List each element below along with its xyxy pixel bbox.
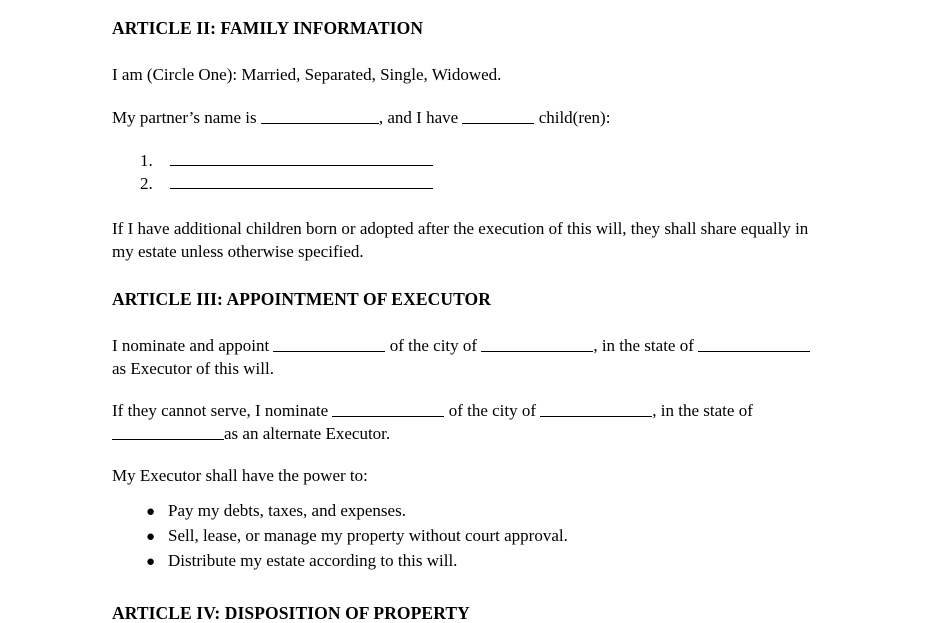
children-count-label: , and I have xyxy=(378,107,463,127)
spacer-after-marital-status xyxy=(112,87,818,107)
bullet-icon: ● xyxy=(146,503,156,520)
partner-name-blank[interactable] xyxy=(261,107,379,124)
spacer-before-child-list xyxy=(112,129,818,146)
primary-executor-city-label: of the city of xyxy=(385,336,482,356)
spacer-before-powers-list xyxy=(112,488,818,502)
article-three-heading: ARTICLE III: APPOINTMENT OF EXECUTOR xyxy=(112,289,491,310)
article-four-heading: ARTICLE IV: DISPOSITION OF PROPERTY xyxy=(112,602,470,623)
alternate-executor-paragraph xyxy=(112,400,796,445)
primary-executor-suffix-label: as Executor of this will. xyxy=(112,358,274,378)
alternate-executor-city-blank[interactable] xyxy=(540,400,652,417)
executor-power-text: Pay my debts, taxes, and expenses. xyxy=(168,500,406,520)
spacer-before-powers-intro xyxy=(112,445,818,465)
top-spacer xyxy=(112,0,818,18)
alternate-executor-name-blank[interactable] xyxy=(332,400,444,417)
alternate-executor-state-blank[interactable] xyxy=(112,423,224,440)
child-item-number: 2. xyxy=(140,174,153,194)
primary-executor-state-blank[interactable] xyxy=(698,335,810,352)
list-item xyxy=(112,552,818,577)
list-item xyxy=(112,527,818,552)
alternate-executor-intro-label: If they cannot serve, I nominate xyxy=(112,401,333,421)
spacer-before-article-four xyxy=(112,577,818,603)
spacer-before-alternate-executor xyxy=(112,380,818,400)
spacer-before-article-three xyxy=(112,263,818,289)
spacer-after-article-three-heading xyxy=(112,309,818,335)
child-name-blank[interactable] xyxy=(170,164,433,166)
marital-status-text: I am (Circle One): Married, Separated, Single, Widowed. xyxy=(112,65,502,85)
children-name-list xyxy=(112,146,818,192)
primary-executor-city-blank[interactable] xyxy=(481,335,593,352)
child-name-blank[interactable] xyxy=(170,187,433,189)
executor-power-text: Sell, lease, or manage my property without court approval. xyxy=(168,525,568,545)
spacer-after-article-two-heading xyxy=(112,38,818,64)
alternate-executor-suffix-label: as an alternate Executor. xyxy=(224,423,391,443)
executor-powers-list xyxy=(112,502,818,577)
children-suffix-label: child(ren): xyxy=(534,107,611,127)
marital-status-paragraph xyxy=(112,64,818,86)
primary-executor-paragraph xyxy=(112,335,812,380)
alternate-executor-state-label: , in the state of xyxy=(652,401,753,421)
bullet-icon: ● xyxy=(146,528,156,545)
children-count-blank[interactable] xyxy=(462,107,534,124)
partner-and-children-paragraph xyxy=(112,107,818,130)
primary-executor-state-label: , in the state of xyxy=(593,336,699,356)
partner-name-label: My partner’s name is xyxy=(112,107,261,127)
article-two-heading: ARTICLE II: FAMILY INFORMATION xyxy=(112,18,424,38)
primary-executor-intro-label: I nominate and appoint xyxy=(112,336,274,356)
spacer-before-afterborn-clause xyxy=(112,192,818,218)
afterborn-children-clause: If I have additional children born or adopted after the execution of this will, they shall share equally in my estate unless otherwise specified. xyxy=(112,219,809,261)
list-item xyxy=(112,146,818,169)
alternate-executor-city-label: of the city of xyxy=(444,401,541,421)
executor-power-text: Distribute my estate according to this will. xyxy=(168,550,458,570)
list-item xyxy=(112,169,818,192)
bullet-icon: ● xyxy=(146,553,156,570)
primary-executor-name-blank[interactable] xyxy=(273,335,385,352)
child-item-number: 1. xyxy=(140,151,153,171)
list-item xyxy=(112,502,818,527)
executor-powers-intro: My Executor shall have the power to: xyxy=(112,466,368,486)
